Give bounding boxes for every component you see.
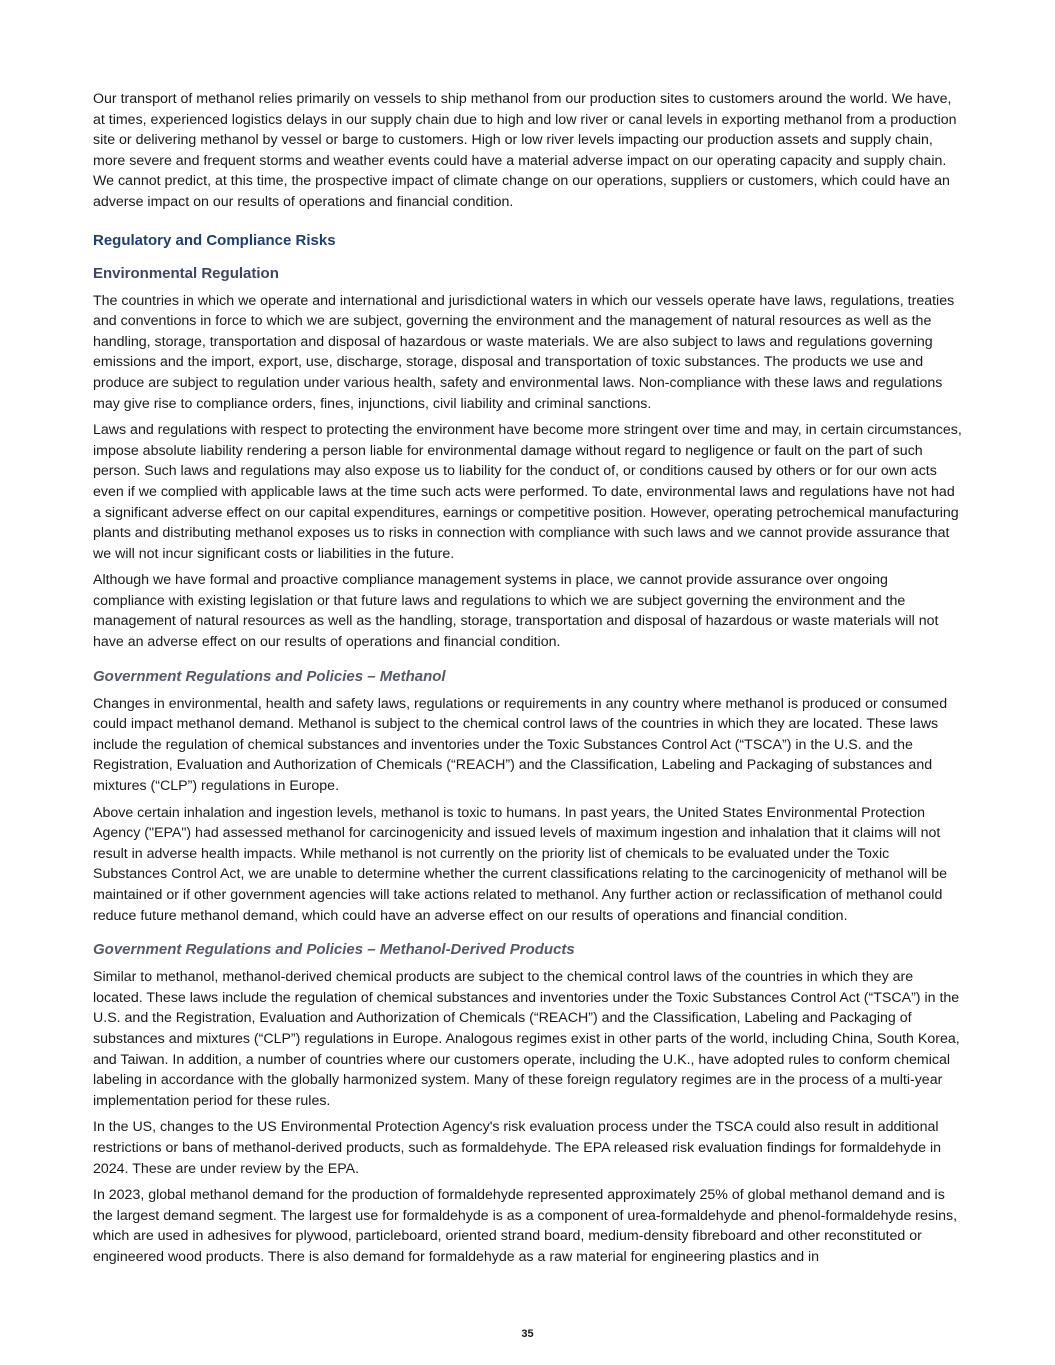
derived-paragraph-3: In 2023, global methanol demand for the production of formaldehyde represented approximately 25% of global methanol demand and is the largest demand segment. The largest use for formaldehyde is as a component of urea-formaldehyde and phenol-formaldehyde resins, which are used in adhesives for plywood, particleboard, oriented strand board, medium-density fibreboard and other reconstituted or engineered wood products. There is also demand for formaldehyde as a raw material for engineering plastics and in xyxy=(93,1187,958,1265)
derived-paragraph-1: Similar to methanol, methanol-derived chemical products are subject to the chemical control laws of the countries in which they are located. These laws include the regulation of chemical substances and inventories under the Toxic Substances Control Act (“TSCA”) in the U.S. and the Registration, Evaluation and Authorization of Chemicals (“REACH”) and the Classification, Labeling and Packaging of substances and mixtures (“CLP”) regulations in Europe. Analogous regimes exist in other parts of the world, including China, South Korea, and Taiwan. In addition, a number of countries where our customers operate, including the U.K., have adopted rules to conform chemical labeling in accordance with the globally harmonized system. Many of these foreign regulatory regimes are in the process of a multi-year implementation period for these rules. xyxy=(93,969,960,1109)
document-page xyxy=(93,89,963,1274)
intro-paragraph: Our transport of methanol relies primarily on vessels to ship methanol from our production sites to customers around the world. We have, at times, experienced logistics delays in our supply chain due to high and low river or canal levels in exporting methanol from a production site or delivering methanol by vessel or barge to customers. High or low river levels impacting our production assets and supply chain, more severe and frequent storms and weather events could have a material adverse impact on our operating capacity and supply chain. We cannot predict, at this time, the prospective impact of climate change on our operations, suppliers or customers, which could have an adverse impact on our results of operations and financial condition. xyxy=(93,91,957,210)
derived-paragraph-2: In the US, changes to the US Environmental Protection Agency's risk evaluation process under the TSCA could also result in additional restrictions or bans of methanol-derived products, such as formaldehyde. The EPA released risk evaluation findings for formaldehyde in 2024. These are under review by the EPA. xyxy=(93,1119,942,1177)
environmental-paragraph-3: Although we have formal and proactive compliance management systems in place, we cannot provide assurance over ongoing compliance with existing legislation or that future laws and regulations to which we are subject governing the environment and the management of natural resources as well as the handling, storage, transportation and disposal of hazardous or waste materials will not have an adverse effect on our results of operations and financial condition. xyxy=(93,572,939,651)
section-title-regulatory-risks: Regulatory and Compliance Risks xyxy=(93,231,336,249)
environmental-paragraph-1: The countries in which we operate and international and jurisdictional waters in which our vessels operate have laws, regulations, treaties and conventions in force to which we are subject, governing the environment and the management of natural resources as well as the handling, storage, transportation and disposal of hazardous or waste materials. We are also subject to laws and regulations governing emissions and the import, export, use, discharge, storage, disposal and transportation of toxic substances. The products we use and produce are subject to regulation under various health, safety and environmental laws. Non-compliance with these laws and regulations may give rise to compliance orders, fines, injunctions, civil liability and criminal sanctions. xyxy=(93,292,955,412)
heading-methanol-regulations: Government Regulations and Policies – Methanol xyxy=(93,667,446,685)
page-number: 35 xyxy=(521,1328,534,1340)
heading-derived-products-regulations: Government Regulations and Policies – Methanol-Derived Products xyxy=(93,941,575,959)
methanol-paragraph-1: Changes in environmental, health and safety laws, regulations or requirements in any country where methanol is produced or consumed could impact methanol demand. Methanol is subject to the chemical control laws of the countries in which they are located. These laws include the regulation of chemical substances and inventories under the Toxic Substances Control Act (“TSCA”) in the U.S. and the Registration, Evaluation and Authorization of Chemicals (“REACH”) and the Classification, Labeling and Packaging of substances and mixtures (“CLP”) regulations in Europe. xyxy=(93,695,948,795)
environmental-paragraph-2: Laws and regulations with respect to protecting the environment have become more stringent over time and may, in certain circumstances, impose absolute liability rendering a person liable for environmental damage without regard to negligence or fault on the part of such person. Such laws and regulations may also expose us to liability for the conduct of, or conditions caused by others or for our own acts even if we complied with applicable laws at the time such acts were performed. To date, environmental laws and regulations have not had a significant adverse effect on our capital expenditures, earnings or competitive position. However, operating petrochemical manufacturing plants and distributing methanol exposes us to risks in connection with compliance with such laws and we cannot provide assurance that we will not incur significant costs or liabilities in the future. xyxy=(93,422,962,562)
heading-environmental-regulation: Environmental Regulation xyxy=(93,264,279,282)
methanol-paragraph-2: Above certain inhalation and ingestion levels, methanol is toxic to humans. In past years, the United States Environmental Protection Agency ("EPA") had assessed methanol for carcinogenicity and issued levels of maximum ingestion and inhalation that it claims will not result in adverse health impacts. While methanol is not currently on the priority list of chemicals to be evaluated under the Toxic Substances Control Act, we are unable to determine whether the current classifications relating to the carcinogenicity of methanol will be maintained or if other government agencies will take actions related to methanol. Any further action or reclassification of methanol could reduce future methanol demand, which could have an adverse effect on our results of operations and financial condition. xyxy=(93,804,948,924)
